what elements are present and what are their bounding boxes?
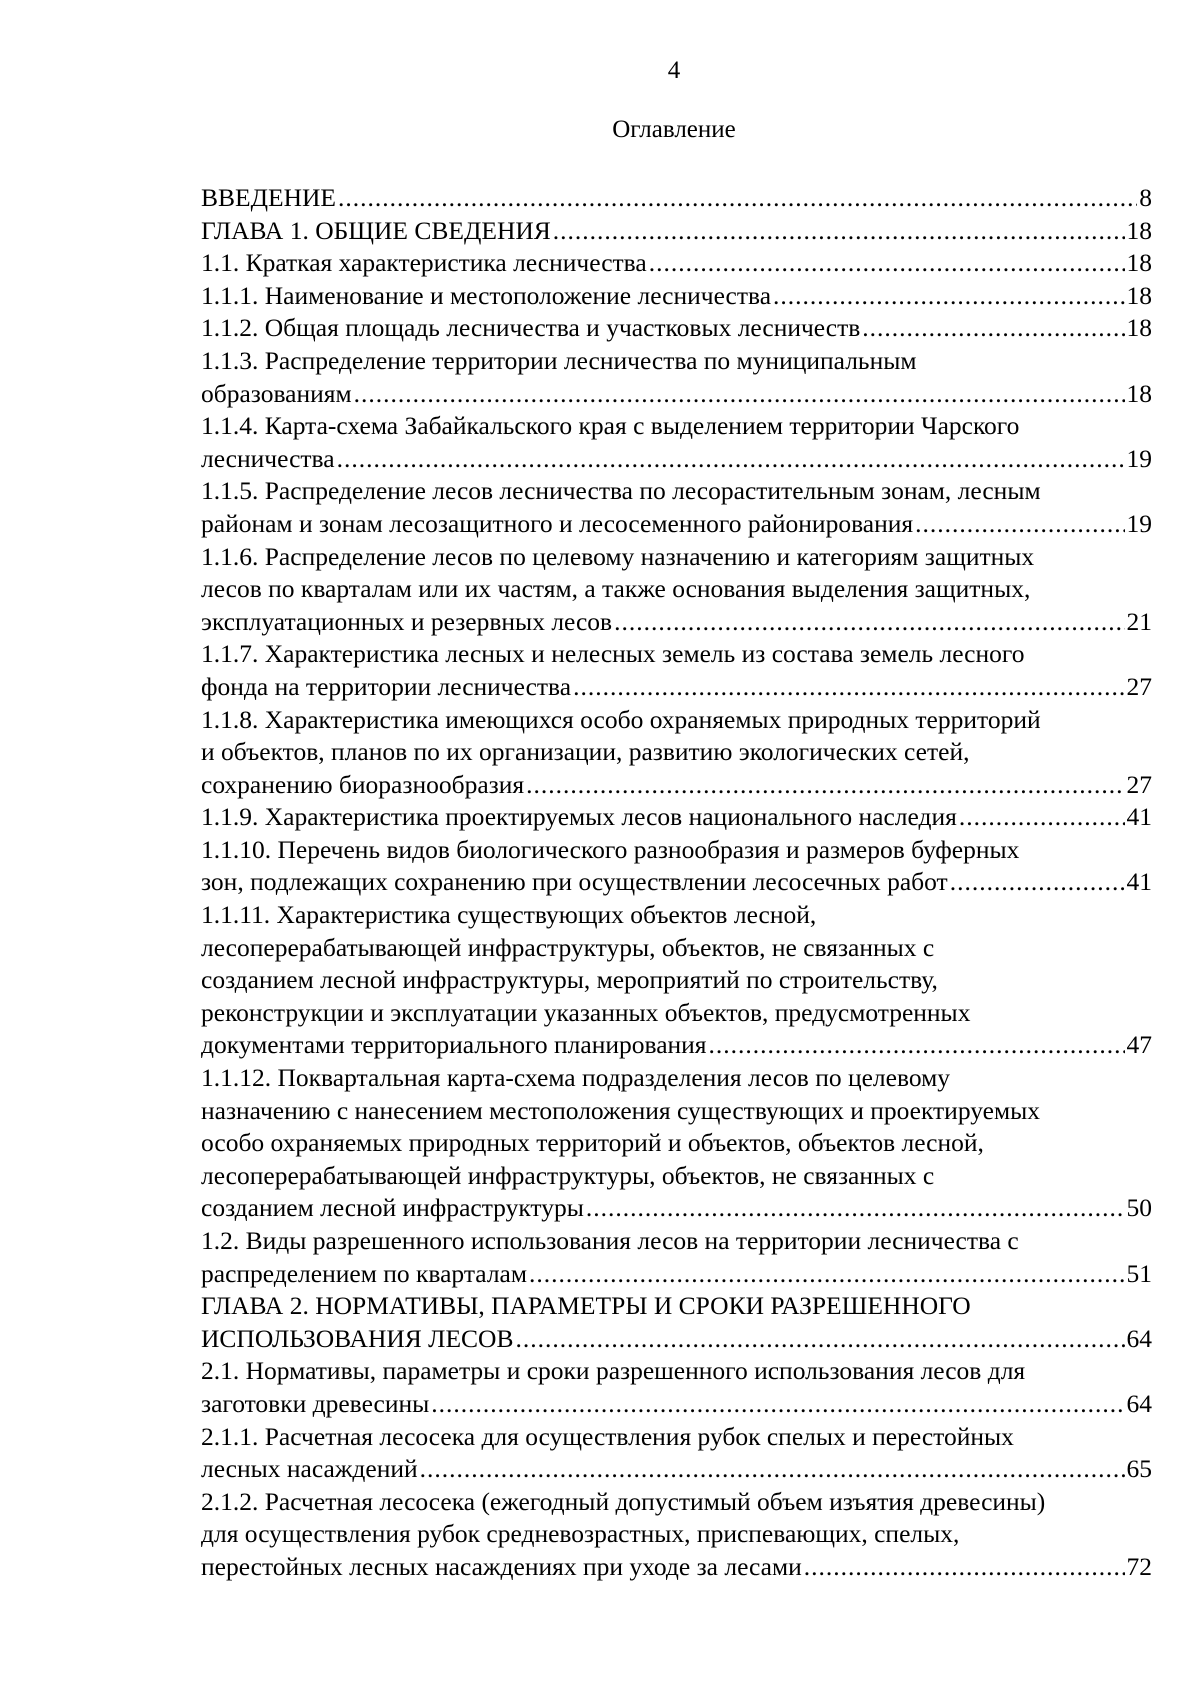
dot-leader bbox=[526, 769, 1124, 802]
dot-leader bbox=[338, 182, 1137, 215]
toc-entry[interactable] bbox=[201, 182, 1152, 215]
toc-entry[interactable] bbox=[201, 312, 1152, 345]
toc-entry-last-line bbox=[201, 1388, 1152, 1421]
toc-entry[interactable] bbox=[201, 1062, 1152, 1225]
toc-entry-line: эксплуатационных и резервных лесов bbox=[201, 606, 613, 636]
dot-leader bbox=[950, 866, 1125, 899]
toc-entry[interactable] bbox=[201, 801, 1152, 834]
toc-entry[interactable] bbox=[201, 410, 1152, 475]
toc-page-number: 47 bbox=[1126, 1030, 1152, 1060]
dot-leader bbox=[959, 801, 1125, 834]
toc-entry[interactable] bbox=[201, 638, 1152, 703]
toc-entry-line: распределением по кварталам bbox=[201, 1258, 527, 1288]
toc-entry-line: ГЛАВА 1. ОБЩИЕ СВЕДЕНИЯ bbox=[201, 215, 551, 245]
toc-entry-line: 1.1.11. Характеристика существующих объектов лесной, bbox=[201, 900, 817, 930]
toc-page-number: 41 bbox=[1126, 867, 1152, 897]
toc-entry-last-line bbox=[201, 378, 1152, 411]
toc-page-number: 19 bbox=[1126, 508, 1152, 538]
toc-entry-last-line bbox=[201, 443, 1152, 476]
toc-entry-line: зон, подлежащих сохранению при осуществлении лесосечных работ bbox=[201, 867, 948, 897]
dot-leader bbox=[773, 280, 1124, 313]
toc-entry-line: и объектов, планов по их организации, развитию экологических сетей, bbox=[201, 737, 970, 767]
toc-entry[interactable] bbox=[201, 541, 1152, 639]
toc-entry-last-line bbox=[201, 671, 1152, 704]
toc-page-number: 18 bbox=[1126, 378, 1152, 408]
dot-leader bbox=[337, 443, 1125, 476]
toc-entry-last-line bbox=[201, 215, 1152, 248]
toc-entry-last-line bbox=[201, 866, 1152, 899]
dot-leader bbox=[420, 1453, 1125, 1486]
toc-entry[interactable] bbox=[201, 899, 1152, 1062]
dot-leader bbox=[804, 1551, 1125, 1584]
dot-leader bbox=[649, 247, 1125, 280]
toc-entry-line: 1.1.9. Характеристика проектируемых лесов национального наследия bbox=[201, 802, 957, 832]
toc-entry[interactable] bbox=[201, 215, 1152, 248]
toc-page-number: 64 bbox=[1126, 1323, 1152, 1353]
toc-entry-last-line bbox=[201, 801, 1152, 834]
dot-leader bbox=[862, 312, 1124, 345]
dot-leader bbox=[431, 1388, 1124, 1421]
dot-leader bbox=[586, 1192, 1125, 1225]
toc-page-number: 72 bbox=[1126, 1551, 1152, 1581]
dot-leader bbox=[709, 1029, 1125, 1062]
toc-entry-line: 1.1.2. Общая площадь лесничества и участковых лесничеств bbox=[201, 313, 861, 343]
toc-entry-line: лесоперерабатывающей инфраструктуры, объектов, не связанных с bbox=[201, 932, 935, 962]
toc-entry-line: перестойных лесных насаждениях при уходе за лесами bbox=[201, 1551, 802, 1581]
toc-page-number: 8 bbox=[1139, 183, 1152, 212]
toc-entry-line: 1.1.7. Характеристика лесных и нелесных земель из состава земель лесного bbox=[201, 639, 1025, 669]
toc-title: Оглавление bbox=[612, 116, 736, 143]
toc-entry-last-line bbox=[201, 508, 1152, 541]
toc-entry-line: лесных насаждений bbox=[201, 1454, 418, 1484]
toc-entry-line: ГЛАВА 2. НОРМАТИВЫ, ПАРАМЕТРЫ И СРОКИ РАЗРЕШЕННОГО bbox=[201, 1291, 971, 1321]
toc-entry[interactable] bbox=[201, 704, 1152, 802]
toc-page-number: 51 bbox=[1126, 1258, 1152, 1288]
toc-page-number: 27 bbox=[1126, 671, 1152, 701]
dot-leader bbox=[614, 606, 1124, 639]
toc-page-number: 18 bbox=[1126, 313, 1152, 343]
toc-page-number: 41 bbox=[1126, 802, 1152, 832]
toc-entry-line: 1.1.8. Характеристика имеющихся особо охраняемых природных территорий bbox=[201, 704, 1041, 734]
toc-entry-line: 1.1. Краткая характеристика лесничества bbox=[201, 248, 647, 278]
dot-leader bbox=[529, 1258, 1125, 1291]
toc-entry[interactable] bbox=[201, 834, 1152, 899]
toc-entry-line: созданием лесной инфраструктуры, мероприятий по строительству, bbox=[201, 965, 938, 995]
toc-entry-last-line bbox=[201, 1029, 1152, 1062]
toc-entry-last-line bbox=[201, 1453, 1152, 1486]
toc-entry-line: созданием лесной инфраструктуры bbox=[201, 1193, 584, 1223]
toc-page-number: 27 bbox=[1126, 769, 1152, 799]
toc-entry-last-line bbox=[201, 1323, 1152, 1356]
toc-entry-line: 1.1.10. Перечень видов биологического разнообразия и размеров буферных bbox=[201, 834, 1020, 864]
toc-entry-line: районам и зонам лесозащитного и лесосеменного районирования bbox=[201, 508, 914, 538]
dot-leader bbox=[573, 671, 1124, 704]
toc-entry-line: 1.2. Виды разрешенного использования лесов на территории лесничества с bbox=[201, 1226, 1019, 1255]
toc-page-number: 64 bbox=[1126, 1388, 1152, 1418]
toc-entry-line: фонда на территории лесничества bbox=[201, 671, 572, 701]
toc-entry-line: 1.1.1. Наименование и местоположение лесничества bbox=[201, 280, 772, 310]
toc-page-number: 18 bbox=[1126, 215, 1152, 245]
toc-entry-line: лесов по кварталам или их частям, а также основания выделения защитных, bbox=[201, 574, 1031, 604]
toc-entry-line: реконструкции и эксплуатации указанных объектов, предусмотренных bbox=[201, 997, 971, 1027]
toc-entry-line: 1.1.5. Распределение лесов лесничества по лесорастительным зонам, лесным bbox=[201, 476, 1041, 506]
toc-entry-last-line bbox=[201, 1551, 1152, 1584]
toc-page-number: 65 bbox=[1126, 1454, 1152, 1484]
toc-entry-line: ИСПОЛЬЗОВАНИЯ ЛЕСОВ bbox=[201, 1323, 514, 1353]
dot-leader bbox=[915, 508, 1124, 541]
dot-leader bbox=[354, 378, 1125, 411]
toc-entry-line: 1.1.4. Карта-схема Забайкальского края с выделением территории Чарского bbox=[201, 411, 1020, 441]
toc-entry-line: 2.1.2. Расчетная лесосека (ежегодный допустимый объем изъятия древесины) bbox=[201, 1486, 1046, 1516]
dot-leader bbox=[553, 215, 1125, 248]
toc-page-number: 21 bbox=[1126, 606, 1152, 636]
table-of-contents bbox=[201, 182, 1152, 1584]
toc-entry-last-line bbox=[201, 182, 1152, 215]
toc-entry-line: 2.1. Нормативы, параметры и сроки разрешенного использования лесов для bbox=[201, 1356, 1026, 1386]
dot-leader bbox=[515, 1323, 1124, 1356]
toc-entry[interactable] bbox=[201, 1421, 1152, 1486]
toc-entry-line: лесоперерабатывающей инфраструктуры, объектов, не связанных с bbox=[201, 1160, 935, 1190]
toc-entry-line: 1.1.12. Поквартальная карта-схема подразделения лесов по целевому bbox=[201, 1063, 950, 1093]
toc-page-number: 18 bbox=[1126, 248, 1152, 278]
toc-entry-line: назначению с нанесением местоположения существующих и проектируемых bbox=[201, 1095, 1040, 1125]
toc-page-number: 50 bbox=[1126, 1193, 1152, 1223]
toc-entry-line: 1.1.6. Распределение лесов по целевому назначению и категориям защитных bbox=[201, 541, 1035, 571]
toc-entry-last-line bbox=[201, 769, 1152, 802]
toc-entry[interactable] bbox=[201, 280, 1152, 313]
toc-entry-line: для осуществления рубок средневозрастных, приспевающих, спелых, bbox=[201, 1519, 960, 1549]
toc-page-number: 19 bbox=[1126, 443, 1152, 473]
toc-entry-line: особо охраняемых природных территорий и объектов, объектов лесной, bbox=[201, 1128, 984, 1158]
toc-entry-last-line bbox=[201, 247, 1152, 280]
toc-entry[interactable] bbox=[201, 475, 1152, 540]
toc-entry[interactable] bbox=[201, 247, 1152, 280]
toc-entry-last-line bbox=[201, 1258, 1152, 1291]
toc-entry-last-line bbox=[201, 606, 1152, 639]
toc-entry[interactable] bbox=[201, 1290, 1152, 1355]
toc-entry[interactable] bbox=[201, 1486, 1152, 1584]
toc-entry-line: сохранению биоразнообразия bbox=[201, 769, 525, 799]
toc-entry-last-line bbox=[201, 280, 1152, 313]
toc-entry[interactable] bbox=[201, 1225, 1152, 1290]
toc-entry-line: ВВЕДЕНИЕ bbox=[201, 183, 336, 212]
toc-entry[interactable] bbox=[201, 1355, 1152, 1420]
toc-entry[interactable] bbox=[201, 345, 1152, 410]
toc-entry-line: 2.1.1. Расчетная лесосека для осуществления рубок спелых и перестойных bbox=[201, 1421, 1014, 1451]
toc-entry-line: 1.1.3. Распределение территории лесничества по муниципальным bbox=[201, 345, 917, 375]
toc-entry-line: лесничества bbox=[201, 443, 335, 473]
toc-entry-line: образованиям bbox=[201, 378, 352, 408]
toc-entry-last-line bbox=[201, 312, 1152, 345]
toc-entry-last-line bbox=[201, 1192, 1152, 1225]
toc-entry-line: заготовки древесины bbox=[201, 1388, 430, 1418]
toc-page-number: 18 bbox=[1126, 280, 1152, 310]
page-number: 4 bbox=[667, 57, 681, 84]
toc-entry-line: документами территориального планирования bbox=[201, 1030, 707, 1060]
